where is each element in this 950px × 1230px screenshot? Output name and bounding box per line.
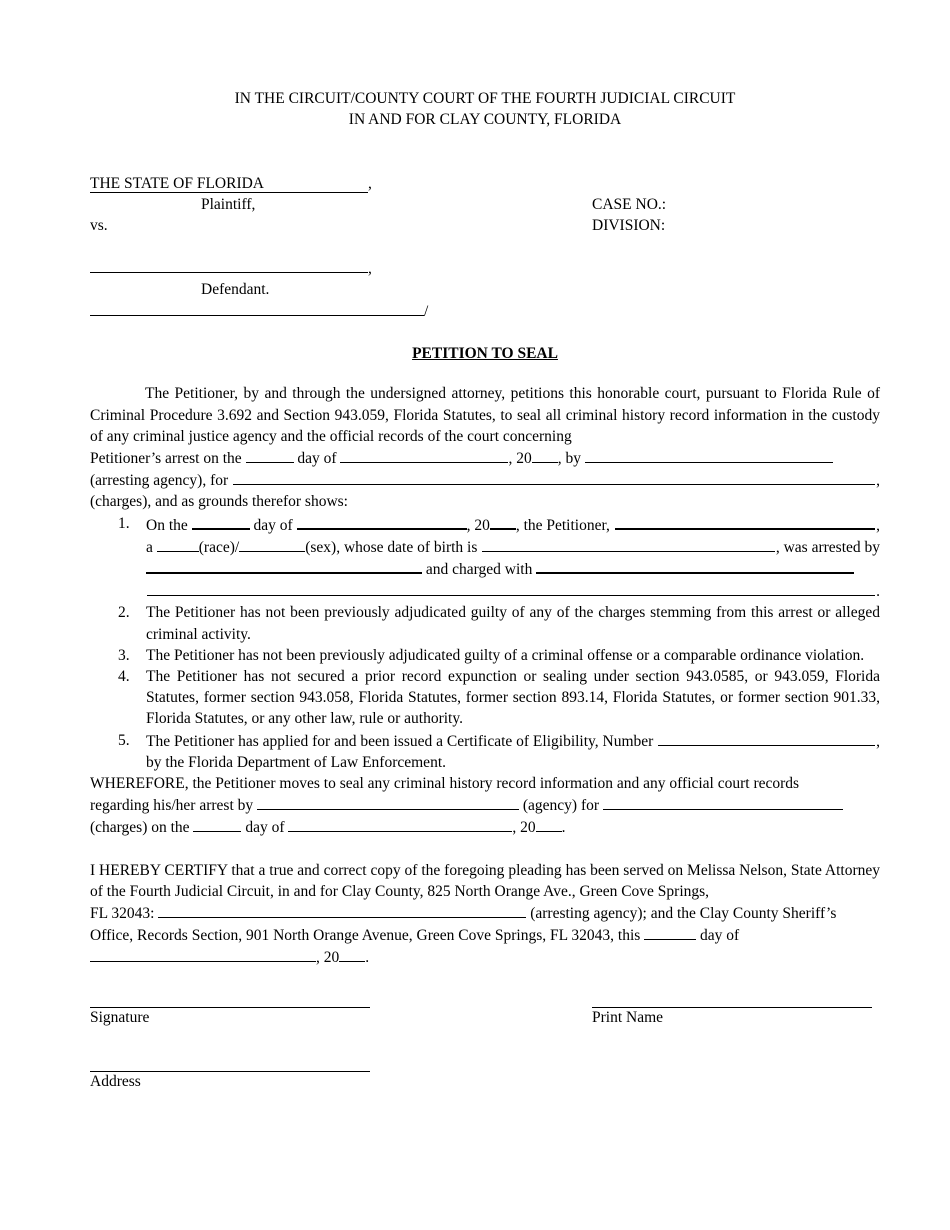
- item1-day-blank[interactable]: [192, 514, 250, 530]
- plaintiff-label: Plaintiff,: [201, 196, 256, 214]
- item1-month-blank[interactable]: [297, 514, 467, 530]
- plaintiff-name: THE STATE OF FLORIDA: [90, 175, 368, 193]
- case-caption: [90, 173, 880, 383]
- vs-label: vs.: [90, 217, 108, 235]
- case-no-label: CASE NO.:: [592, 196, 667, 214]
- wherefore-line2: regarding his/her arrest by (agency) for: [90, 794, 880, 816]
- item1-year-blank[interactable]: [490, 514, 516, 530]
- arrest-month-blank[interactable]: [340, 447, 508, 463]
- certify-line3: Office, Records Section, 901 North Orange Avenue, Green Cove Springs, FL 32043, this day of: [90, 924, 880, 946]
- wherefore-year-blank[interactable]: [536, 816, 562, 832]
- item1-charges-continued-blank[interactable]: [147, 580, 875, 596]
- date-of-birth-blank[interactable]: [482, 536, 775, 552]
- certify-agency-blank[interactable]: [158, 902, 526, 918]
- sex-blank[interactable]: [239, 536, 305, 552]
- document-page: [90, 88, 880, 1113]
- certify-year-blank[interactable]: [339, 946, 365, 962]
- wherefore-agency-blank[interactable]: [257, 794, 519, 810]
- arrest-year-blank[interactable]: [532, 447, 558, 463]
- list-item: 1. On the day of , 20 , the Petitioner, , a (race)/ (sex), whose date of birth is , was arrested by and charged with .: [118, 514, 880, 601]
- defendant-name-line: ,: [90, 257, 372, 279]
- address-label: Address: [90, 1072, 141, 1090]
- list-item: 2. The Petitioner has not been previously adjudicated guilty of any of the charges stemming from this arrest or alleged criminal activity.: [118, 604, 880, 643]
- caption-closing-line: /: [90, 300, 428, 322]
- charges-blank[interactable]: [233, 469, 875, 485]
- court-header-line1: IN THE CIRCUIT/COUNTY COURT OF THE FOURTH JUDICIAL CIRCUIT: [234, 90, 736, 107]
- defendant-label: Defendant.: [201, 281, 270, 299]
- intro-agency-line: (arresting agency), for ,: [90, 469, 880, 491]
- certify-line4: , 20 .: [90, 946, 880, 968]
- intro-grounds-line: (charges), and as grounds therefor shows:: [90, 493, 348, 511]
- list-item: 3. The Petitioner has not been previously adjudicated guilty of a criminal offense or a comparable ordinance violation.: [118, 646, 865, 664]
- certify-paragraph: I HEREBY CERTIFY that a true and correct copy of the foregoing pleading has been served on Melissa Nelson, State Attorney of the Fourth Judicial Circuit, in and for Clay County, 825 North Orange Ave., Green Cove Springs,: [90, 861, 880, 900]
- wherefore-day-blank[interactable]: [193, 816, 241, 832]
- certify-day-blank[interactable]: [644, 924, 696, 940]
- arrest-day-blank[interactable]: [246, 447, 294, 463]
- item1-arresting-agency-blank[interactable]: [146, 558, 422, 574]
- certify-line2: FL 32043: (arresting agency); and the Clay County Sheriff’s: [90, 902, 880, 924]
- intro-paragraph: The Petitioner, by and through the undersigned attorney, petitions this honorable court, pursuant to Florida Rule of Criminal Procedure 3.692 and Section 943.059, Florida Statutes, to seal all criminal history record information in the custody of any criminal justice agency and the official records of the court concerning: [90, 385, 880, 445]
- plaintiff-name-line: THE STATE OF FLORIDA ,: [90, 175, 372, 193]
- certificate-number-blank[interactable]: [658, 730, 875, 746]
- item1-charges-blank[interactable]: [536, 558, 854, 574]
- caption-closing-blank: [90, 300, 424, 316]
- wherefore-line1: WHEREFORE, the Petitioner moves to seal any criminal history record information and any official court records: [90, 775, 800, 793]
- print-name-label: Print Name: [592, 1008, 664, 1026]
- grounds-list: [90, 513, 880, 773]
- intro-arrest-line: Petitioner’s arrest on the day of , 20 , by: [90, 447, 880, 469]
- division-label: DIVISION:: [592, 217, 666, 235]
- race-blank[interactable]: [157, 536, 199, 552]
- list-item: 4. The Petitioner has not secured a prior record expunction or sealing under section 943.0585, or 943.059, Florida Statutes, former section 943.058, Florida Statutes, former section 893.14, Florida Statutes, or former section 901.33, Florida Statutes, or any other law, rule or authority.: [118, 668, 880, 728]
- wherefore-month-blank[interactable]: [288, 816, 512, 832]
- signature-label: Signature: [90, 1008, 150, 1026]
- list-item: 5. The Petitioner has applied for and been issued a Certificate of Eligibility, Number , by the Florida Department of Law Enforcement.: [118, 731, 880, 771]
- wherefore-line3: (charges) on the day of , 20 .: [90, 816, 880, 838]
- wherefore-charges-blank[interactable]: [603, 794, 843, 810]
- certify-month-blank[interactable]: [90, 946, 316, 962]
- court-header-line2: IN AND FOR CLAY COUNTY, FLORIDA: [348, 111, 622, 129]
- defendant-name-blank[interactable]: [90, 257, 368, 273]
- petition-title: PETITION TO SEAL: [412, 345, 558, 363]
- signature-block: [90, 993, 880, 1113]
- petitioner-name-blank[interactable]: [615, 513, 875, 530]
- arresting-agency-blank[interactable]: [585, 447, 833, 463]
